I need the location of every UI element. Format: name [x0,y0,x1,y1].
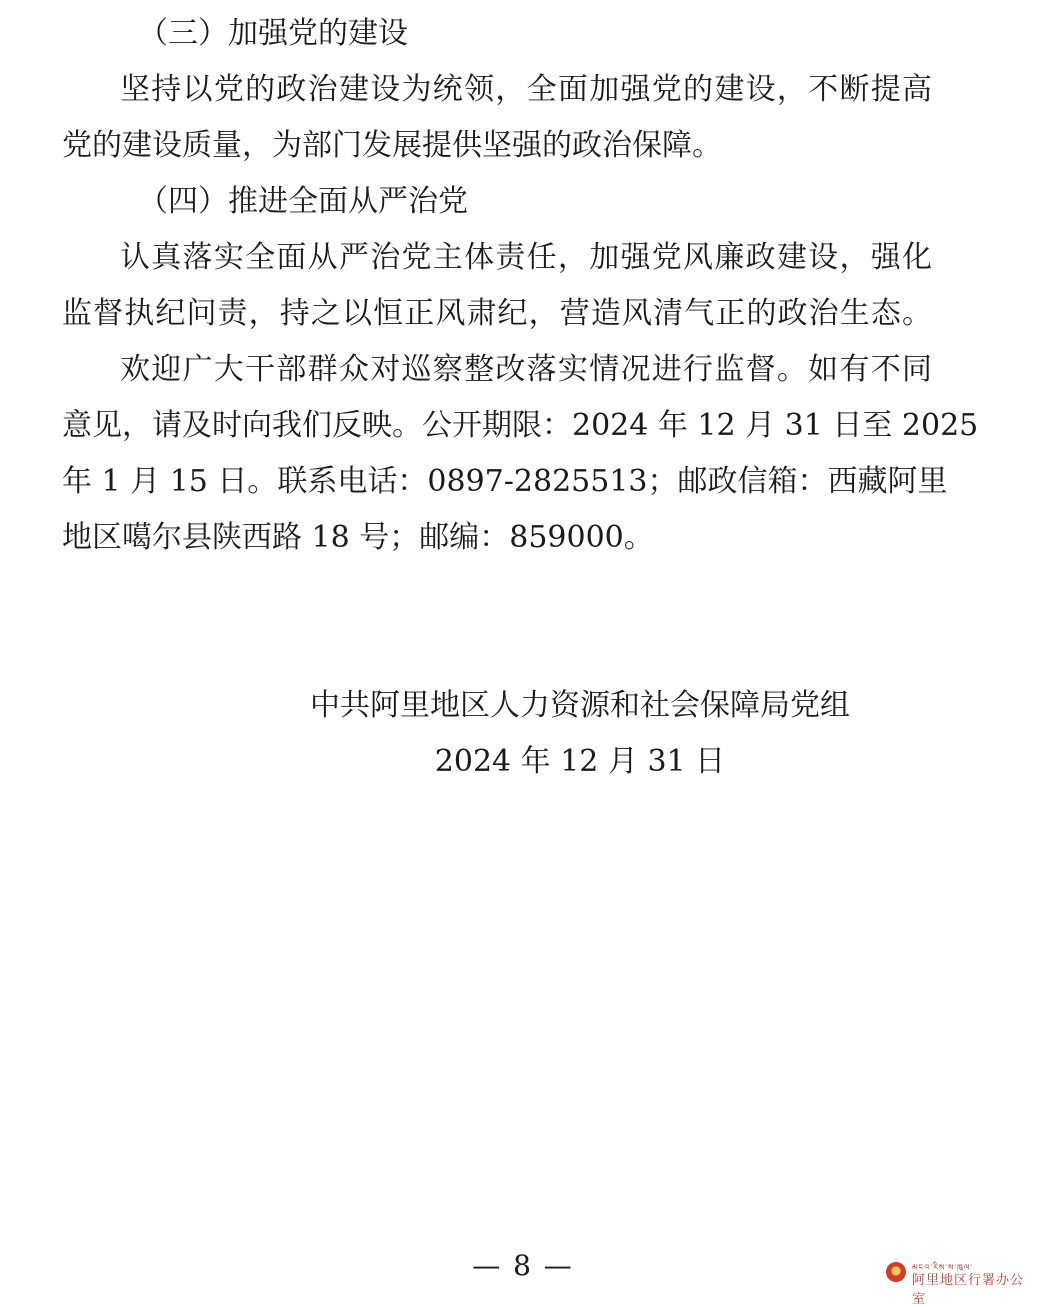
paragraph-4-line-1: 认真落实全面从严治党主体责任，加强党风廉政建设，强化 [120,240,932,275]
paragraph-5-line-3: 年 1 月 15 日。联系电话：0897-2825513；邮政信箱：西藏阿里 [62,464,948,499]
watermark-text: 阿里地区行署办公室 [912,1273,1025,1307]
signature-organization: 中共阿里地区人力资源和社会保障局党组 [310,688,850,723]
signature-date: 2024 年 12 月 31 日 [434,744,726,779]
emblem-icon [886,1262,906,1282]
section-heading-3: （三）加强党的建设 [138,16,408,51]
paragraph-3-line-2: 党的建设质量，为部门发展提供坚强的政治保障。 [62,128,722,163]
paragraph-4-line-2: 监督执纪问责，持之以恒正风肃纪，营造风清气正的政治生态。 [62,296,932,331]
paragraph-5-line-2: 意见，请及时向我们反映。公开期限：2024 年 12 月 31 日至 2025 [62,408,979,443]
paragraph-5-line-4: 地区噶尔县陕西路 18 号；邮编：859000。 [62,520,654,555]
page-number: — 8 — [472,1249,574,1282]
watermark-tibetan: མངའ་རིས་ས་ཁུལ་ [912,1263,974,1272]
paragraph-3-line-1: 坚持以党的政治建设为统领，全面加强党的建设，不断提高 [120,72,932,107]
paragraph-5-line-1: 欢迎广大干部群众对巡察整改落实情况进行监督。如有不同 [120,352,932,387]
section-heading-4: （四）推进全面从严治党 [138,184,468,219]
watermark [886,1260,1036,1307]
